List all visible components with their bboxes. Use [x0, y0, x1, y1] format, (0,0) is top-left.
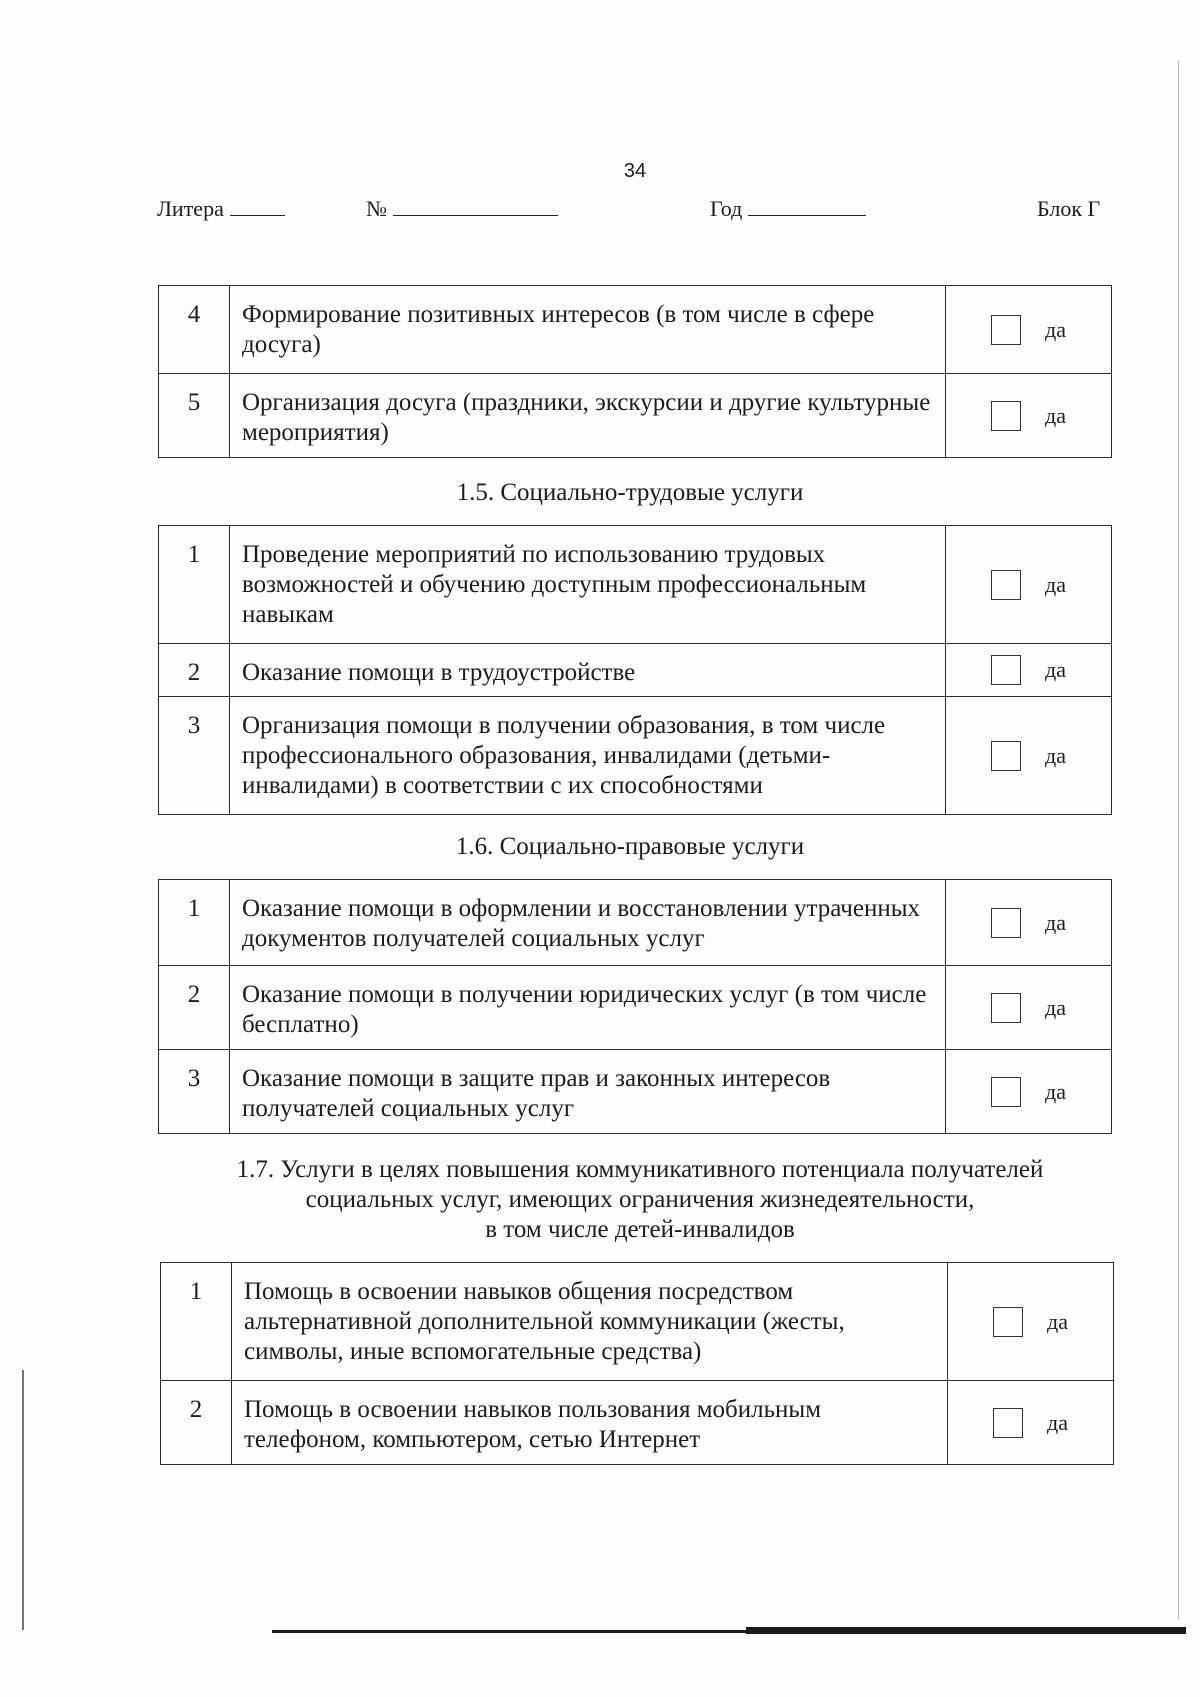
yes-label: да — [1045, 1078, 1066, 1104]
row-number: 2 — [159, 644, 230, 697]
yes-checkbox[interactable] — [991, 315, 1021, 345]
check-cell — [946, 697, 1112, 815]
section-title-line: 1.7. Услуги в целях повышения коммуникативного потенциала получателей — [236, 1156, 1044, 1183]
table-row — [161, 1381, 1114, 1465]
check-cell — [948, 1381, 1114, 1465]
yes-checkbox[interactable] — [993, 1307, 1023, 1337]
section-title-legal: 1.6. Социально-правовые услуги — [455, 833, 805, 860]
litera-field — [157, 196, 285, 222]
row-number: 2 — [159, 966, 230, 1050]
row-number: 1 — [161, 1263, 232, 1381]
yes-label: да — [1045, 994, 1066, 1020]
row-text: Помощь в освоении навыков пользования мобильным телефоном, компьютером, сетью Интернет — [232, 1381, 948, 1465]
table-row — [159, 644, 1112, 697]
year-label: Год — [710, 196, 743, 221]
row-text: Организация досуга (праздники, экскурсии и другие культурные мероприятия) — [230, 374, 946, 458]
number-blank — [393, 197, 558, 216]
number-field — [366, 196, 558, 222]
row-text: Оказание помощи в оформлении и восстановлении утраченных документов получателей социальных услуг — [230, 880, 946, 966]
check-cell — [948, 1263, 1114, 1381]
row-number: 3 — [159, 1050, 230, 1134]
row-number: 1 — [159, 880, 230, 966]
scan-edge-right — [1178, 60, 1179, 1620]
yes-label: да — [1047, 1409, 1068, 1435]
table-row — [159, 286, 1112, 374]
table-row — [159, 880, 1112, 966]
legal-services-table — [158, 879, 1112, 1134]
row-number: 4 — [159, 286, 230, 374]
yes-label: да — [1045, 742, 1066, 768]
table-row — [161, 1263, 1114, 1381]
row-text: Оказание помощи в получении юридических услуг (в том числе бесплатно) — [230, 966, 946, 1050]
page-number: 34 — [623, 160, 647, 182]
table-row — [159, 697, 1112, 815]
yes-checkbox[interactable] — [991, 908, 1021, 938]
section-title-communication — [160, 1155, 1120, 1245]
yes-checkbox[interactable] — [991, 655, 1021, 685]
check-cell — [946, 286, 1112, 374]
yes-label: да — [1045, 571, 1066, 597]
yes-label: да — [1045, 402, 1066, 428]
check-cell — [946, 966, 1112, 1050]
document-header — [0, 196, 1200, 226]
yes-checkbox[interactable] — [991, 401, 1021, 431]
year-blank — [748, 197, 866, 216]
footer-rule — [272, 1630, 1186, 1633]
communication-services-table — [160, 1262, 1114, 1465]
block-label: Блок Г — [1037, 196, 1101, 221]
check-cell — [946, 526, 1112, 644]
row-text: Формирование позитивных интересов (в том числе в сфере досуга) — [230, 286, 946, 374]
yes-checkbox[interactable] — [993, 1408, 1023, 1438]
section-title-labor: 1.5. Социально-трудовые услуги — [456, 479, 804, 506]
row-number: 2 — [161, 1381, 232, 1465]
yes-label: да — [1045, 316, 1066, 342]
row-text: Организация помощи в получении образования, в том числе профессионального образования, инвалидами (детьми-инвалидами) в соответствии с их способностями — [230, 697, 946, 815]
litera-label: Литера — [157, 196, 224, 221]
row-text: Оказание помощи в трудоустройстве — [230, 644, 946, 697]
row-number: 1 — [159, 526, 230, 644]
yes-checkbox[interactable] — [991, 570, 1021, 600]
table-row — [159, 526, 1112, 644]
yes-checkbox[interactable] — [991, 1077, 1021, 1107]
section-title-line: социальных услуг, имеющих ограничения жизнедеятельности, — [305, 1186, 975, 1213]
services-table-continued — [158, 285, 1112, 458]
check-cell — [946, 644, 1112, 697]
check-cell — [946, 1050, 1112, 1134]
yes-checkbox[interactable] — [991, 741, 1021, 771]
row-number: 5 — [159, 374, 230, 458]
yes-label: да — [1047, 1308, 1068, 1334]
labor-services-table — [158, 525, 1112, 815]
check-cell — [946, 374, 1112, 458]
yes-label: да — [1045, 657, 1066, 682]
row-text: Помощь в освоении навыков общения посредством альтернативной дополнительной коммуникации (жесты, символы, иные вспомогательные средства) — [232, 1263, 948, 1381]
row-text: Оказание помощи в защите прав и законных интересов получателей социальных услуг — [230, 1050, 946, 1134]
yes-label: да — [1045, 909, 1066, 935]
table-row — [159, 966, 1112, 1050]
row-number: 3 — [159, 697, 230, 815]
scan-edge-left — [22, 1370, 24, 1630]
check-cell — [946, 880, 1112, 966]
yes-checkbox[interactable] — [991, 993, 1021, 1023]
number-label: № — [366, 196, 387, 221]
section-title-line: в том числе детей-инвалидов — [485, 1216, 795, 1243]
year-field — [710, 196, 866, 222]
row-text: Проведение мероприятий по использованию трудовых возможностей и обучению доступным профессиональным навыкам — [230, 526, 946, 644]
table-row — [159, 374, 1112, 458]
litera-blank — [230, 197, 285, 216]
table-row — [159, 1050, 1112, 1134]
